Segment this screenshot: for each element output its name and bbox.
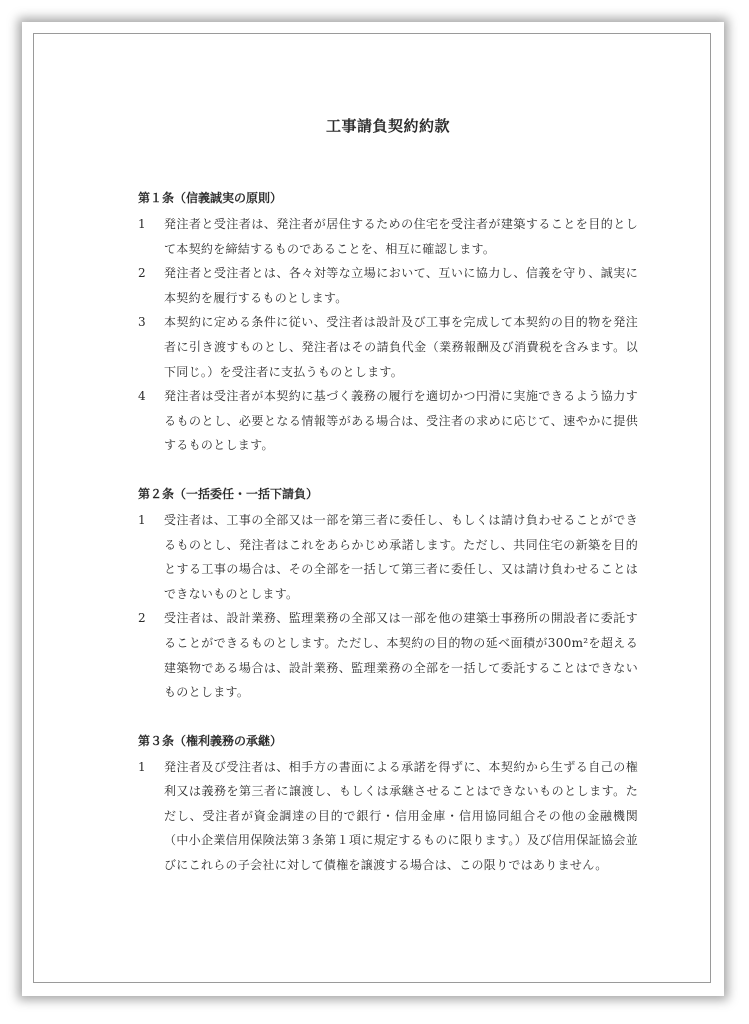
clause-text: 発注者と受注者は、発注者が居住するための住宅を受注者が建築することを目的として本契約を締結するものであることを、相互に確認します。 bbox=[164, 217, 638, 256]
clause-number: 3 bbox=[138, 315, 146, 330]
document-page bbox=[22, 22, 724, 996]
clause-number: 1 bbox=[138, 512, 146, 527]
clause-number: 2 bbox=[138, 611, 146, 626]
clause bbox=[138, 261, 638, 310]
clause bbox=[138, 310, 638, 384]
clause-text: 本契約に定める条件に従い、受注者は設計及び工事を完成して本契約の目的物を発注者に引き渡すものとし、発注者はその請負代金（業務報酬及び消費税を含みます。以下同じ。）を受注者に支払うものとします。 bbox=[164, 315, 638, 379]
article-1 bbox=[138, 188, 638, 458]
article-heading: 第２条（一括委任・一括下請負） bbox=[138, 486, 319, 501]
clause-text: 発注者及び受注者は、相手方の書面による承諾を得ずに、本契約から生ずる自己の権利又は義務を第三者に譲渡し、もしくは承継させることはできないものとします。ただし、受注者が資金調達の目的で銀行・信用金庫・信用協同組合その他の金融機関（中小企業信用保険法第３条第１項に規定するものに限ります。）及び信用保証協会並びにこれらの子会社に対して債権を譲渡する場合は、この限りではありません。 bbox=[164, 759, 638, 873]
clause-number: 2 bbox=[138, 266, 146, 281]
clause bbox=[138, 384, 638, 458]
clause-text: 発注者は受注者が本契約に基づく義務の履行を適切かつ円滑に実施できるよう協力するものとし、必要となる情報等がある場合は、受注者の求めに応じて、速やかに提供するものとします。 bbox=[164, 389, 638, 453]
article-3 bbox=[138, 731, 638, 878]
clause bbox=[138, 212, 638, 261]
clause-number: 1 bbox=[138, 759, 146, 774]
article-heading: 第１条（信義誠実の原則） bbox=[138, 191, 283, 205]
clause-number: 1 bbox=[138, 217, 146, 231]
clause-text: 発注者と受注者とは、各々対等な立場において、互いに協力し、信義を守り、誠実に本契約を履行するものとします。 bbox=[164, 266, 638, 305]
article-heading: 第３条（権利義務の承継） bbox=[138, 733, 283, 748]
clause-text: 受注者は、工事の全部又は一部を第三者に委任し、もしくは請け負わせることができるものとし、発注者はこれをあらかじめ承諾します。ただし、共同住宅の新築を目的とする工事の場合は、その全部を一括して第三者に委任し、又は請け負わせることはできないものとします。 bbox=[164, 512, 638, 601]
clause-text: 受注者は、設計業務、監理業務の全部又は一部を他の建築士事務所の開設者に委託することができるものとします。ただし、本契約の目的物の延べ面積が300m²を超える建築物である場合は、設計業務、監理業務の全部を一括して委託することはできないものとします。 bbox=[164, 611, 638, 700]
article-2 bbox=[138, 484, 638, 705]
document-title: 工事請負契約約款 bbox=[325, 117, 450, 135]
document-body bbox=[138, 115, 638, 904]
clause bbox=[138, 508, 638, 606]
clause bbox=[138, 755, 638, 878]
clause-number: 4 bbox=[138, 389, 146, 404]
clause bbox=[138, 606, 638, 704]
